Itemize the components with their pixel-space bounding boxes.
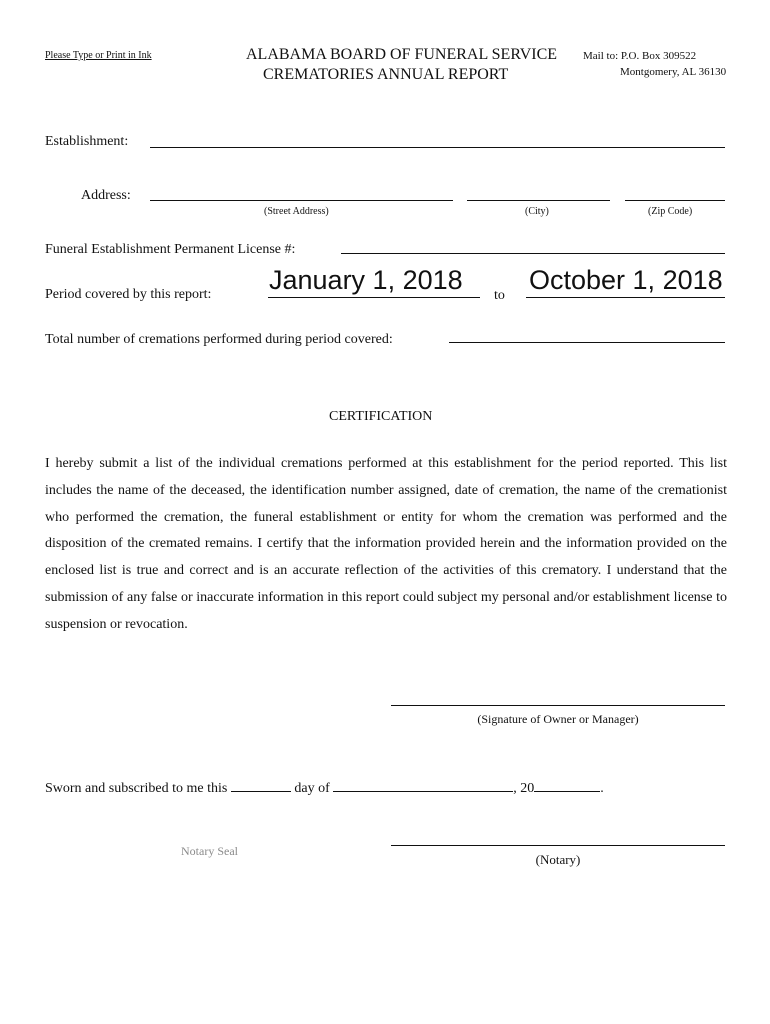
- mail-address-line2: Montgomery, AL 36130: [620, 66, 727, 78]
- sworn-year-prefix: , 20: [513, 781, 535, 796]
- total-cremations-field[interactable]: [449, 342, 725, 343]
- ink-instruction: Please Type or Print in Ink: [45, 50, 152, 61]
- notary-signature-field[interactable]: [391, 845, 725, 846]
- license-number-field[interactable]: [341, 253, 725, 254]
- establishment-field[interactable]: [150, 147, 725, 148]
- form-title-line2: CREMATORIES ANNUAL REPORT: [263, 66, 509, 83]
- sworn-statement: [45, 778, 604, 797]
- period-end-value: October 1, 2018: [529, 265, 723, 295]
- period-start-value: January 1, 2018: [269, 265, 463, 295]
- period-label: Period covered by this report:: [45, 287, 212, 302]
- license-label: Funeral Establishment Permanent License #:: [45, 242, 296, 257]
- street-address-field[interactable]: [150, 200, 453, 201]
- period-to-label: to: [494, 288, 505, 303]
- form-title-line1: ALABAMA BOARD OF FUNERAL SERVICE: [246, 46, 558, 63]
- mail-address-line1: Mail to: P.O. Box 309522: [583, 50, 697, 62]
- owner-signature-field[interactable]: [391, 705, 725, 706]
- total-cremations-label: Total number of cremations performed during period covered:: [45, 332, 393, 347]
- zip-code-caption: (Zip Code): [648, 206, 693, 217]
- establishment-label: Establishment:: [45, 134, 129, 149]
- city-caption: (City): [525, 206, 549, 217]
- city-field[interactable]: [467, 200, 610, 201]
- owner-signature-caption: (Signature of Owner or Manager): [477, 712, 639, 726]
- street-address-caption: (Street Address): [264, 206, 329, 217]
- sworn-end: .: [600, 781, 604, 796]
- certification-heading: CERTIFICATION: [329, 409, 433, 424]
- sworn-day-of: day of: [294, 781, 330, 796]
- zip-code-field[interactable]: [625, 200, 725, 201]
- certification-body: I hereby submit a list of the individual cremations performed at this establishment for the period reported. This list includes the name of the deceased, the identification number assigned, date of cremation, the name of the cremationist who performed the cremation, the funeral establishment or entity for whom the cremation was performed and the disposition of the cremated remains. I certify that the information provided herein and the information provided on the enclosed list is true and correct and is an accurate reflection of the activities of this crematory. I understand that the submission of any false or inaccurate information in this report could subject my personal and/or establishment license to suspension or revocation.: [45, 456, 727, 632]
- address-label: Address:: [81, 188, 131, 203]
- sworn-year-field[interactable]: [534, 778, 600, 792]
- period-end-field[interactable]: [526, 297, 725, 298]
- period-start-field[interactable]: [268, 297, 480, 298]
- sworn-prefix: Sworn and subscribed to me this: [45, 781, 228, 796]
- notary-caption: (Notary): [535, 852, 581, 867]
- notary-seal-label: Notary Seal: [181, 844, 238, 858]
- sworn-month-field[interactable]: [333, 778, 513, 792]
- sworn-day-field[interactable]: [231, 778, 291, 792]
